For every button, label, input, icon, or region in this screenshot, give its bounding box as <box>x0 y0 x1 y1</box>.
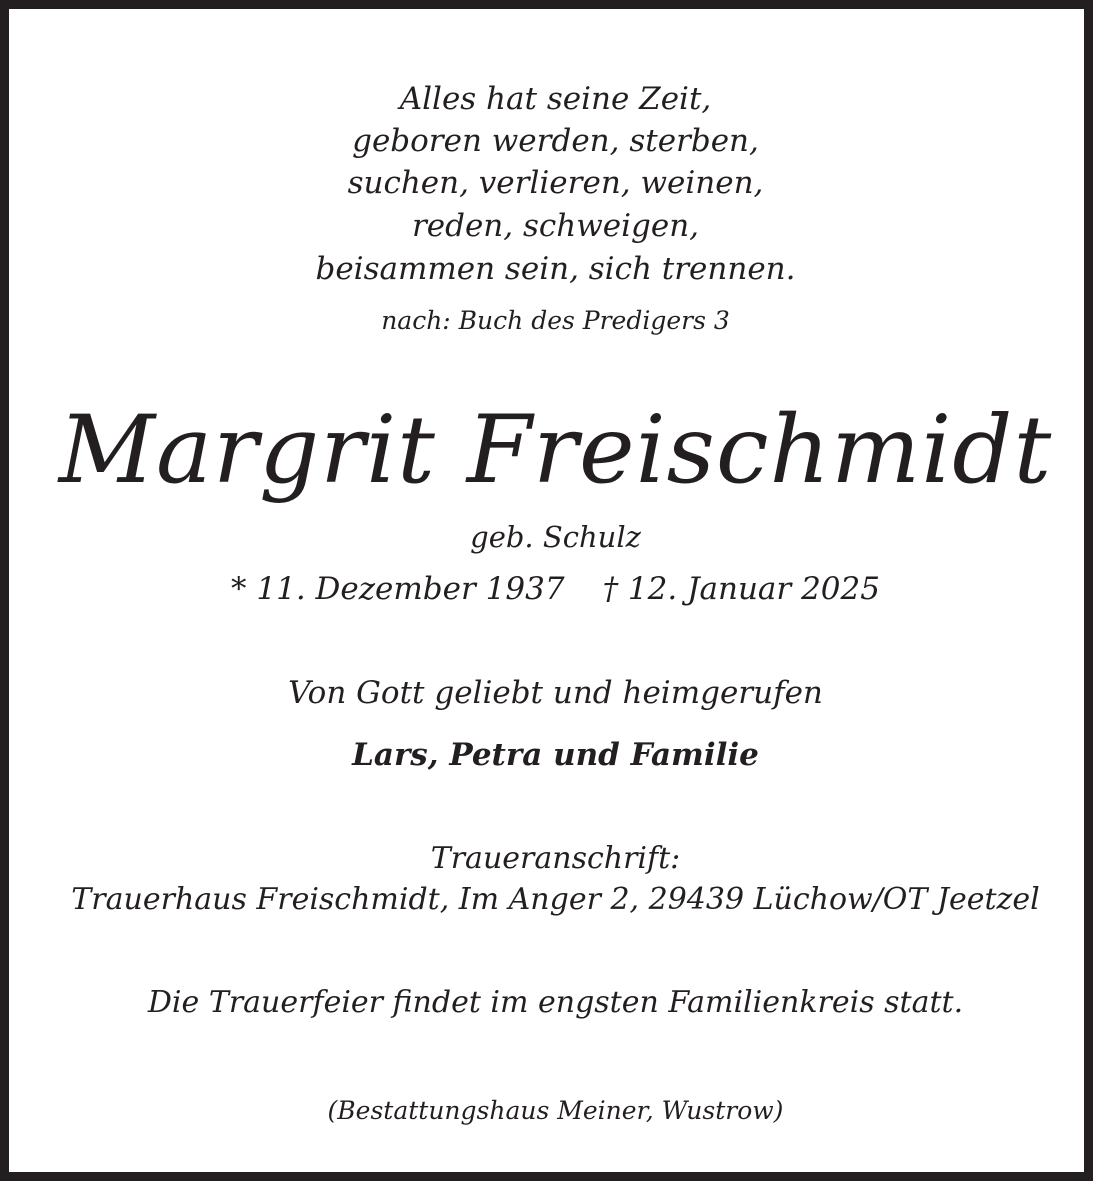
death-date: † 12. Januar 2025 <box>602 571 880 607</box>
deceased-name: Margrit Freischmidt <box>58 396 1053 505</box>
address-label: Traueranschrift: <box>430 841 681 876</box>
verse-line: suchen, verlieren, weinen, <box>347 165 764 201</box>
verse-line: Alles hat seine Zeit, <box>399 81 712 117</box>
funeral-note: Die Trauerfeier findet im engsten Familienkreis statt. <box>147 985 964 1020</box>
undertaker: (Bestattungshaus Meiner, Wustrow) <box>327 1096 784 1125</box>
verse-line: geboren werden, sterben, <box>352 123 759 159</box>
farewell-line: Von Gott geliebt und heimgerufen <box>288 675 823 711</box>
mourners: Lars, Petra und Familie <box>352 737 759 773</box>
verse-line: reden, schweigen, <box>411 208 700 244</box>
verse-line: beisammen sein, sich trennen. <box>315 251 796 287</box>
life-dates <box>9 571 1093 607</box>
verse-source: nach: Buch des Predigers 3 <box>381 306 730 335</box>
address-value: Trauerhaus Freischmidt, Im Anger 2, 29439 Lüchow/OT Jeetzel <box>71 882 1040 917</box>
birth-date: * 11. Dezember 1937 <box>231 571 565 607</box>
birth-name: geb. Schulz <box>470 520 641 554</box>
